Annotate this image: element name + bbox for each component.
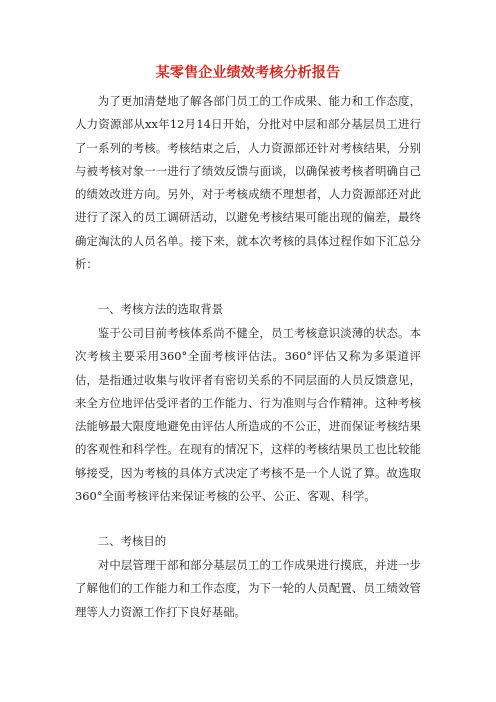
section-heading-purpose: 二、考核目的 [97,534,167,548]
section-body-purpose: 对中层管理干部和部分基层员工的工作成果进行摸底，并进一步了解他们的工作能力和工作态度，为下一轮的人员配置、员工绩效管理等人力资源工作打下良好基础。 [75,558,421,619]
intro-paragraph: 为了更加清楚地了解各部门员工的工作成果、能力和工作态度，人力资源部从xx年12月14日开始，分批对中层和部分基层员工进行了一系列的考核。考核结束之后，人力资源部还针对考核结果，分别与被考核对象一一进行了绩效反馈与面谈，以确保被考核者明确自己的绩效改进方向。另外，对于考核成绩不理想者，人力资源部还对此进行了深入的员工调研活动，以避免考核结果可能出现的偏差，最终确定淘汰的人员名单。接下来，就本次考核的具体过程作如下汇总分析： [75,94,421,272]
section-heading-method: 一、考核方法的选取背景 [97,302,224,316]
section-body-method: 鉴于公司目前考核体系尚不健全，员工考核意识淡薄的状态。本次考核主要采用360°全面考核评估法。360°评估又称为多渠道评估，是指通过收集与收评者有密切关系的不同层面的人员反馈意见，来全方位地评估受评者的工作能力、行为准则与合作精神。这种考核法能够最大限度地避免由评估人所造成的不公正，进而保证考核结果的客观性和科学性。在现有的情况下，这样的考核结果员工也比较能够接受，因为考核的具体方式决定了考核不是一个人说了算。故选取360°全面考核评估来保证考核的公平、公正、客观、科学。 [75,326,421,504]
document-title: 某零售企业绩效考核分析报告 [155,65,341,81]
